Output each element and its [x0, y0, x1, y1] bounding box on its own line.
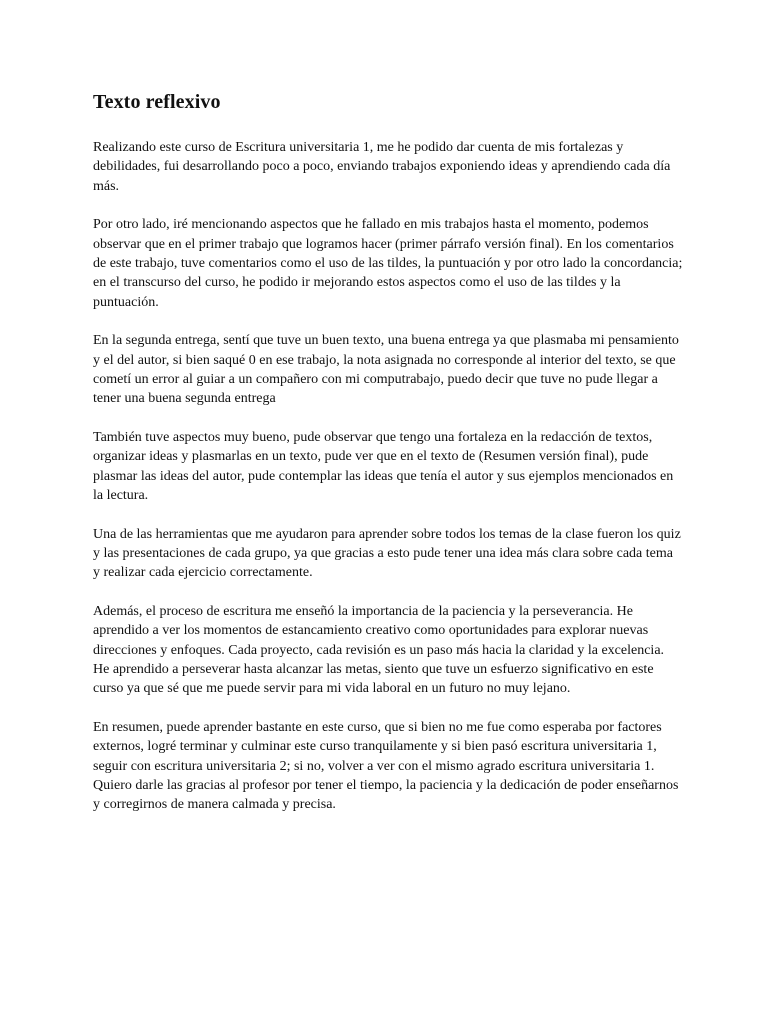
paragraph-2: Por otro lado, iré mencionando aspectos que he fallado en mis trabajos hasta el momento, podemos observar que en el primer trabajo que logramos hacer (primer párrafo versión final). En los comentarios de este trabajo, tuve comentarios como el uso de las tildes, la puntuación y por otro lado la concordancia; en el transcurso del curso, he podido ir mejorando estos aspectos como el uso de las tildes y la puntuación.	[93, 217, 683, 310]
paragraph-6: Además, el proceso de escritura me enseñó la importancia de la paciencia y la perseverancia. He aprendido a ver los momentos de estancamiento creativo como oportunidades para explorar nuevas direcciones y enfoques. Cada proyecto, cada revisión es un paso más hacia la claridad y la excelencia. He aprendido a perseverar hasta alcanzar las metas, siento que tuve un esfuerzo significativo en este curso ya que sé que me puede servir para mi vida laboral en un futuro no muy lejano.	[93, 603, 665, 697]
paragraph-7: En resumen, puede aprender bastante en este curso, que si bien no me fue como esperaba por factores externos, logré terminar y culminar este curso tranquilamente y si bien pasó escritura universitaria 1, seguir con escritura universitaria 2; si no, volver a ver con el mismo agrado escritura universitaria 1. Quiero darle las gracias al profesor por tener el tiempo, la paciencia y la dedicación de poder enseñarnos y corregirnos de manera calmada y precisa.	[93, 719, 679, 813]
paragraph-4: También tuve aspectos muy bueno, pude observar que tengo una fortaleza en la redacción de textos, organizar ideas y plasmarlas en un texto, pude ver que en el texto de (Resumen versión final), pude plasmar las ideas del autor, pude contemplar las ideas que tenía el autor y sus ejemplos mencionados en la lectura.	[93, 429, 674, 504]
document-page	[93, 88, 683, 834]
document-title: Texto reflexivo	[93, 91, 221, 113]
paragraph-1: Realizando este curso de Escritura universitaria 1, me he podido dar cuenta de mis fortalezas y debilidades, fui desarrollando poco a poco, enviando trabajos exponiendo ideas y aprendiendo cada día más.	[93, 140, 671, 194]
paragraph-3: En la segunda entrega, sentí que tuve un buen texto, una buena entrega ya que plasmaba mi pensamiento y el del autor, si bien saqué 0 en ese trabajo, la nota asignada no corresponde al interior del texto, se que cometí un error al guiar a un compañero con mi computrabajo, puedo decir que tuve no pude llegar a tener una buena segunda entrega	[93, 333, 679, 407]
paragraph-5: Una de las herramientas que me ayudaron para aprender sobre todos los temas de la clase fueron los quiz y las presentaciones de cada grupo, ya que gracias a esto pude tener una idea más clara sobre cada tema y realizar cada ejercicio correctamente.	[93, 526, 681, 581]
